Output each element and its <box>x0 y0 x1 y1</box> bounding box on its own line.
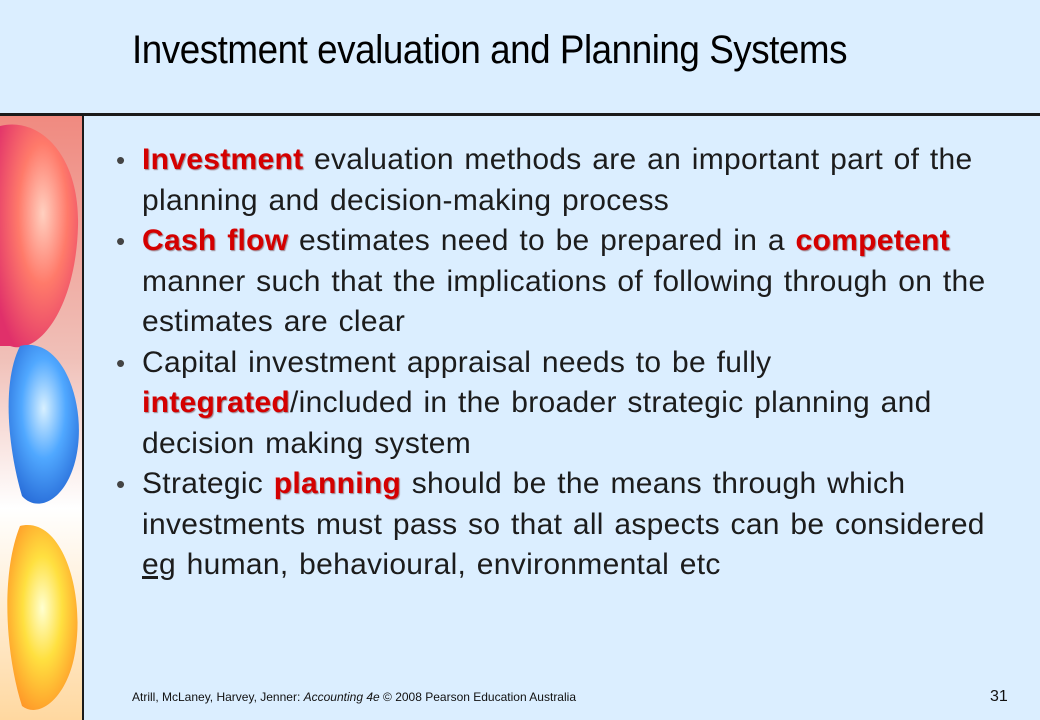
bullet-text: should be the means through which investments must pass so that all aspects can be considered <box>142 467 985 541</box>
decorative-side-image <box>0 116 84 720</box>
keyword: planning <box>273 467 402 500</box>
bullet-icon: • <box>116 469 126 499</box>
bullet-item <box>108 140 1018 221</box>
slide-title: Investment evaluation and Planning Systems <box>132 28 848 72</box>
bullet-text: human, behavioural, environmental etc <box>175 548 721 581</box>
footer-citation <box>132 690 576 704</box>
footer-book: Accounting 4e <box>303 690 380 704</box>
balloons-graphic <box>0 116 84 720</box>
bullet-item <box>108 343 1018 465</box>
bullet-text: estimates need to be prepared in a <box>288 224 796 257</box>
bullet-item <box>108 464 1018 586</box>
bullet-text: manner such that the implications of following through on the estimates are clear <box>142 264 986 338</box>
bullet-icon: • <box>116 347 126 378</box>
footer-copyright: © 2008 Pearson Education Australia <box>379 690 576 704</box>
bullet-text: evaluation methods are an important part of the planning and decision-making process <box>142 143 973 217</box>
keyword: integrated <box>142 386 291 419</box>
keyword: competent <box>795 224 950 257</box>
bullet-text: Capital investment appraisal needs to be fully <box>142 345 772 379</box>
bullet-item <box>108 221 1018 343</box>
keyword: Cash flow <box>142 224 289 257</box>
page-number: 31 <box>990 688 1008 705</box>
footer-authors: Atrill, McLaney, Harvey, Jenner: <box>132 690 304 704</box>
keyword: Investment <box>142 143 304 176</box>
bullet-icon: • <box>116 226 126 256</box>
bullet-text: /included in the broader strategic planning and decision making system <box>142 386 932 460</box>
content-area <box>108 140 1018 586</box>
title-bar <box>0 0 1040 116</box>
bullet-icon: • <box>116 145 126 175</box>
bullet-text: Strategic <box>142 467 274 500</box>
bullet-list <box>108 140 1018 586</box>
underlined-text: eg <box>142 548 176 581</box>
